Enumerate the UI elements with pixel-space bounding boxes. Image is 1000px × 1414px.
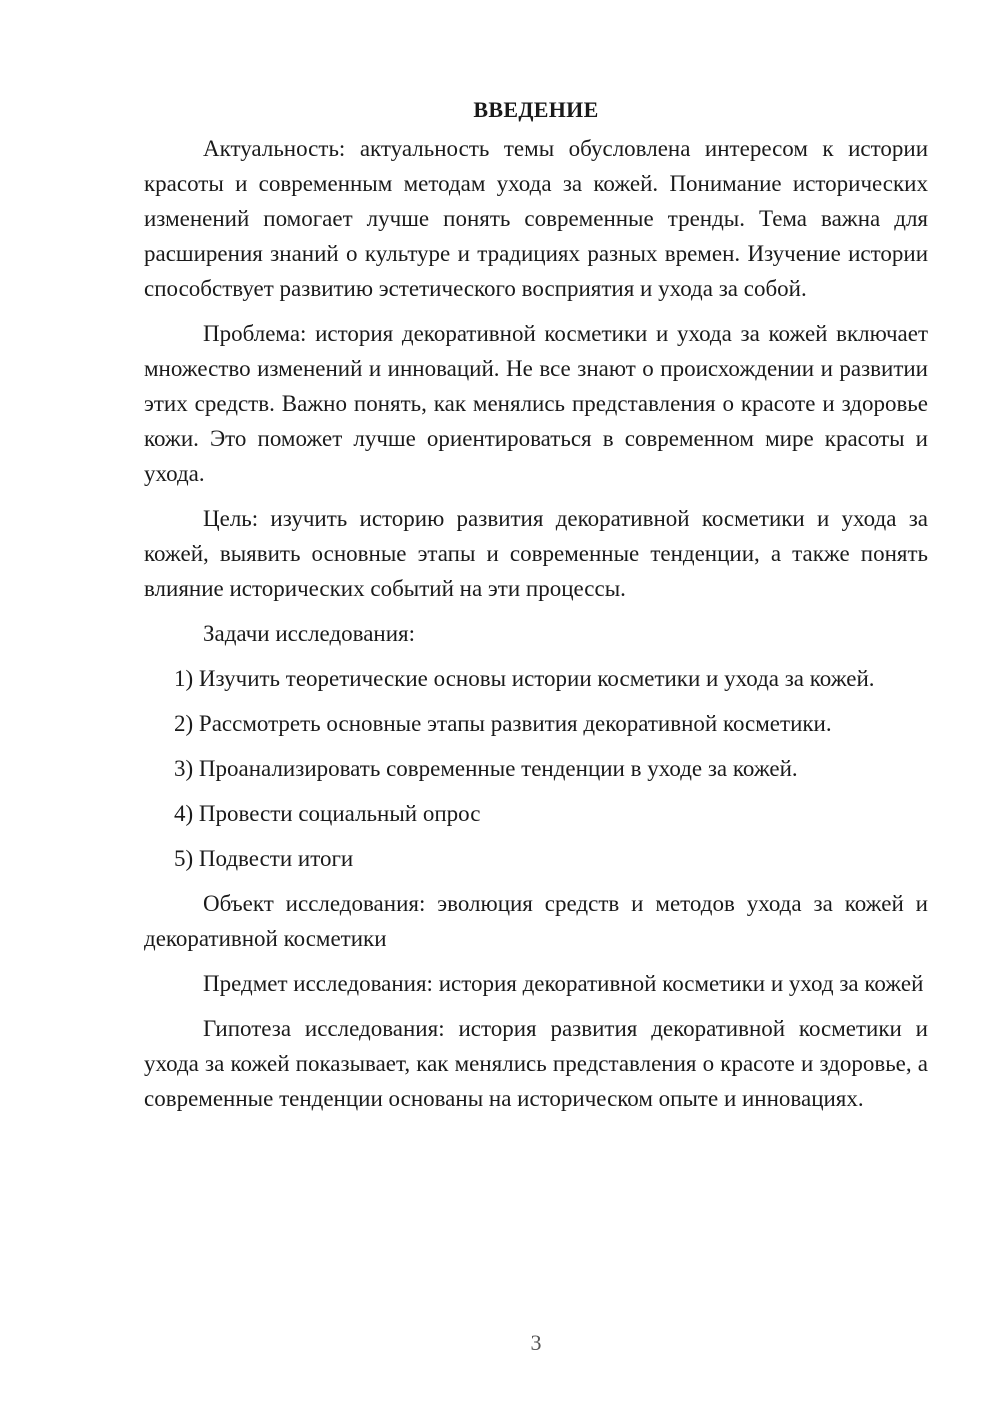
task-item: 1) Изучить теоретические основы истории косметики и ухода за кожей. [174,666,875,691]
page-content [144,92,928,1126]
goal-paragraph: Цель: изучить историю развития декоративной косметики и ухода за кожей, выявить основные этапы и современные тенденции, а также понять влияние исторических событий на эти процессы. [144,506,928,601]
relevance-paragraph: Актуальность: актуальность темы обусловлена интересом к истории красоты и современным методам ухода за кожей. Понимание исторических изменений помогает лучше понять современные тренды. Тема важна для расширения знаний о культуре и традициях разных времен. Изучение истории способствует развитию эстетического восприятия и ухода за собой. [144,136,928,301]
problem-paragraph: Проблема: история декоративной косметики и ухода за кожей включает множество изменений и инноваций. Не все знают о происхождении и развитии этих средств. Важно понять, как менялись представления о красоте и здоровье кожи. Это поможет лучше ориентироваться в современном мире красоты и ухода. [144,321,928,486]
page-number: 3 [530,1330,542,1355]
tasks-heading: Задачи исследования: [203,621,416,646]
task-item: 2) Рассмотреть основные этапы развития декоративной косметики. [174,711,832,736]
task-item: 5) Подвести итоги [174,846,354,871]
subject-paragraph: Предмет исследования: история декоративной косметики и уход за кожей [203,971,924,996]
task-item: 3) Проанализировать современные тенденции в уходе за кожей. [174,756,798,781]
page-title: ВВЕДЕНИЕ [473,97,599,122]
task-item: 4) Провести социальный опрос [174,801,481,826]
object-paragraph: Объект исследования: эволюция средств и методов ухода за кожей и декоративной косметики [144,891,928,951]
hypothesis-paragraph: Гипотеза исследования: история развития декоративной косметики и ухода за кожей показывает, как менялись представления о красоте и здоровье, а современные тенденции основаны на историческом опыте и инновациях. [144,1016,928,1111]
